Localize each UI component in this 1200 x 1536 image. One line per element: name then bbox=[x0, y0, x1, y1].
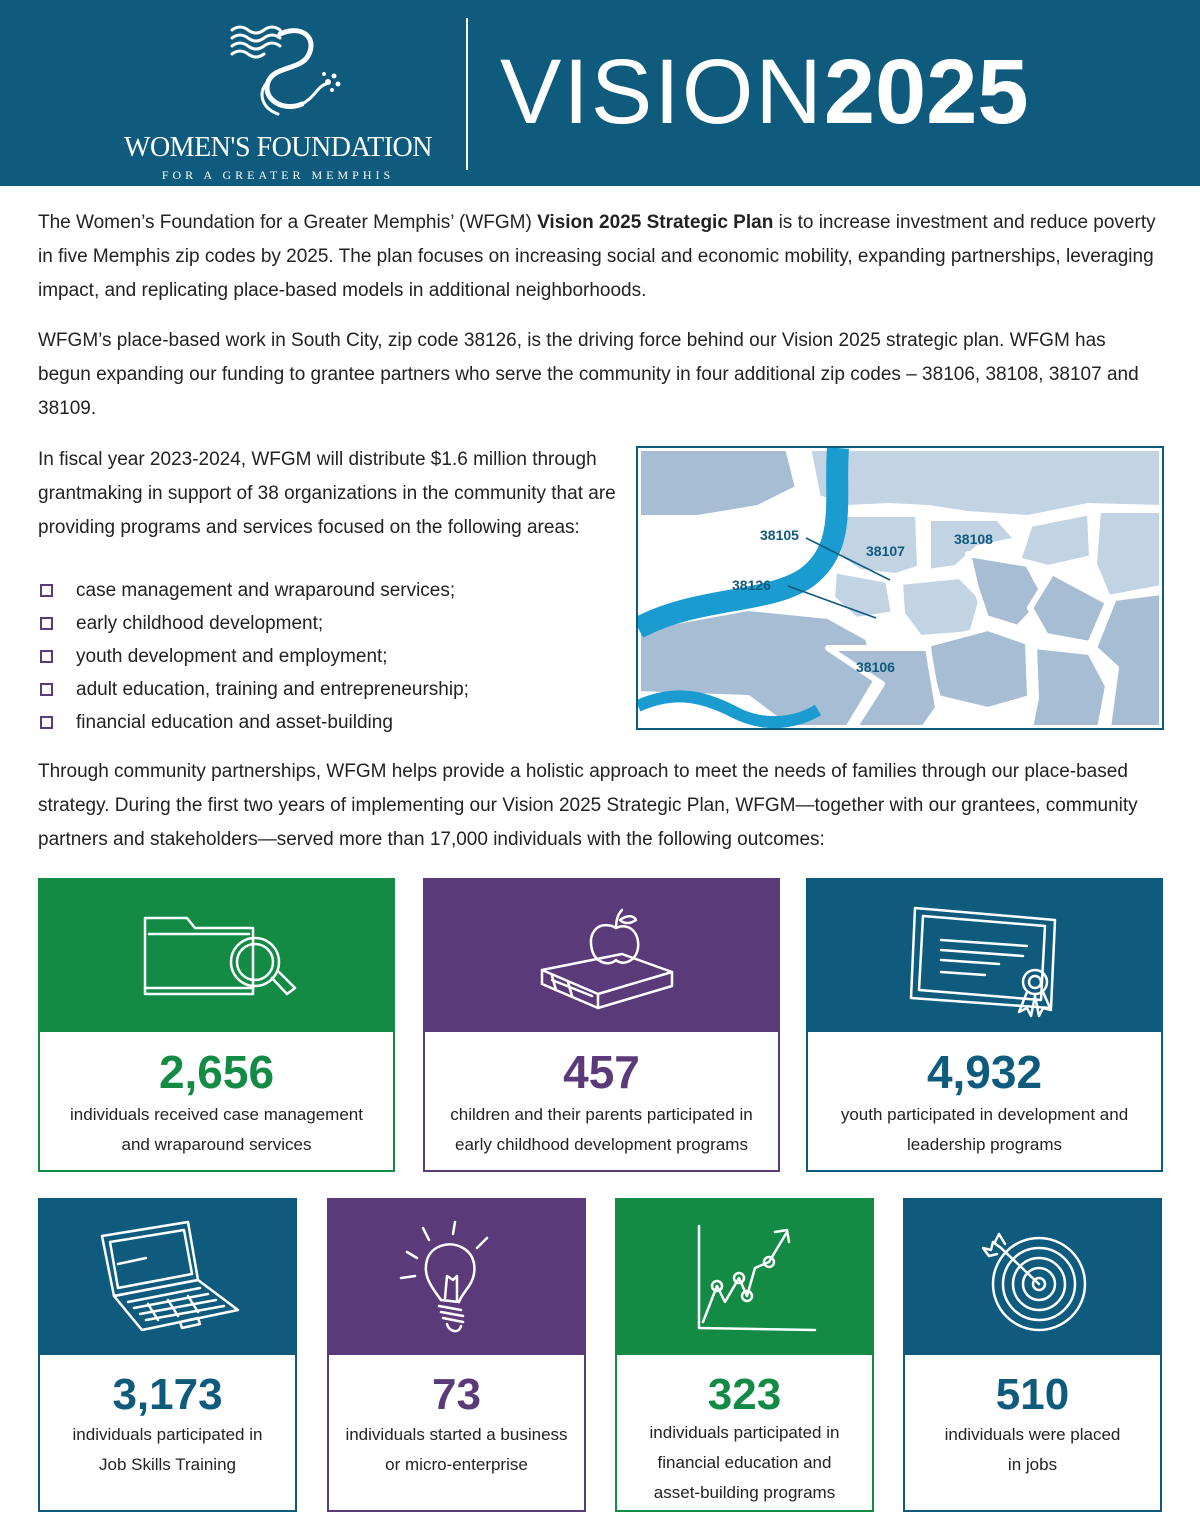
card-header bbox=[617, 1200, 872, 1355]
checkbox-icon bbox=[40, 617, 53, 630]
stat-card-early-childhood bbox=[423, 878, 780, 1172]
card-header bbox=[905, 1200, 1160, 1355]
stat-description: individuals started a business or micro-enterprise bbox=[345, 1425, 568, 1474]
stat-value: 510 bbox=[995, 1370, 1070, 1419]
swan-logo-icon bbox=[228, 20, 348, 130]
stat-card-job-skills bbox=[38, 1198, 297, 1512]
outcomes-paragraph: Through community partnerships, WFGM helps provide a holistic approach to meet the needs of families through our place-based strategy. During the first two years of implementing our Vision 2025 Strategic Plan, WFGM—together with our grantees, community partners and stakeholders—served more than 17,000 individuals with the following outcomes: bbox=[38, 761, 1138, 850]
stat-value: 457 bbox=[563, 1046, 640, 1098]
list-item: case management and wraparound services; bbox=[38, 574, 598, 607]
checkbox-icon bbox=[40, 683, 53, 696]
checkbox-icon bbox=[40, 716, 53, 729]
list-item: early childhood development; bbox=[38, 607, 598, 640]
intro-paragraph-1 bbox=[38, 206, 1162, 308]
stat-description: individuals were placed in jobs bbox=[944, 1425, 1121, 1474]
checkbox-icon bbox=[40, 584, 53, 597]
folder-search-icon bbox=[127, 898, 307, 1018]
list-item: financial education and asset-building bbox=[38, 706, 598, 739]
stat-description: children and their parents participated in early childhood development programs bbox=[450, 1105, 753, 1154]
card-header bbox=[808, 880, 1161, 1032]
stat-value: 4,932 bbox=[926, 1046, 1043, 1098]
title-vision: VISION bbox=[500, 41, 824, 143]
p1-bold: Vision 2025 Strategic Plan bbox=[537, 212, 774, 233]
list-item: adult education, training and entrepreneurship; bbox=[38, 673, 598, 706]
stat-description: individuals participated in Job Skills Training bbox=[72, 1425, 263, 1474]
map-label-38126: 38126 bbox=[732, 577, 771, 593]
p1-after: is to increase investment and reduce poverty in five Memphis zip codes by 2025. The plan focuses on increasing social and economic mobility, expanding partnerships, leveraging impact, and replicating place-based models in additional neighborhoods. bbox=[38, 212, 1156, 301]
stat-card-financial-education bbox=[615, 1198, 874, 1512]
stat-value: 2,656 bbox=[158, 1046, 275, 1098]
p1-before: The Women’s Foundation for a Greater Memphis’ (WFGM) bbox=[38, 212, 538, 233]
page-title bbox=[500, 42, 1029, 142]
stat-value: 3,173 bbox=[112, 1370, 223, 1419]
focus-area-list bbox=[38, 574, 598, 739]
zip-code-map bbox=[636, 446, 1164, 730]
card-header bbox=[40, 1200, 295, 1355]
header-divider bbox=[466, 18, 468, 170]
intro-paragraph-2: WFGM’s place-based work in South City, zip code 38126, is the driving force behind our Vision 2025 strategic plan. WFGM has begun expanding our funding to grantee partners who serve the community in four additional zip codes – 38106, 38108, 38107 and 38109. bbox=[38, 330, 1139, 419]
stat-description: youth participated in development and leadership programs bbox=[840, 1105, 1129, 1154]
foundation-logo bbox=[118, 20, 438, 182]
checkbox-icon bbox=[40, 650, 53, 663]
stat-card-youth-development bbox=[806, 878, 1163, 1172]
map-label-38105: 38105 bbox=[760, 527, 799, 543]
stat-value: 323 bbox=[707, 1370, 782, 1419]
stat-description: individuals received case management and wraparound services bbox=[70, 1105, 363, 1154]
card-header bbox=[425, 880, 778, 1032]
laptop-icon bbox=[88, 1218, 248, 1338]
lightbulb-icon bbox=[377, 1218, 537, 1338]
map-label-38106: 38106 bbox=[856, 659, 895, 675]
stat-card-business bbox=[327, 1198, 586, 1512]
stat-value: 73 bbox=[432, 1370, 481, 1419]
logo-name: WOMEN'S FOUNDATION bbox=[124, 132, 432, 163]
line-chart-icon bbox=[665, 1218, 825, 1342]
intro-paragraph-3: In fiscal year 2023-2024, WFGM will distribute $1.6 million through grantmaking in support of 38 organizations in the community that are providing programs and services focused on the following areas: bbox=[38, 449, 616, 538]
card-header bbox=[40, 880, 393, 1032]
header-banner bbox=[0, 0, 1200, 186]
stat-card-case-management bbox=[38, 878, 395, 1172]
stat-card-job-placement bbox=[903, 1198, 1162, 1512]
target-icon bbox=[953, 1218, 1113, 1338]
card-header bbox=[329, 1200, 584, 1355]
book-apple-icon bbox=[512, 898, 692, 1018]
map-label-38107: 38107 bbox=[866, 543, 905, 559]
list-item: youth development and employment; bbox=[38, 640, 598, 673]
map-label-38108: 38108 bbox=[954, 531, 993, 547]
stat-description: individuals participated in financial education and asset-building programs bbox=[649, 1423, 840, 1502]
certificate-icon bbox=[895, 898, 1075, 1018]
title-year: 2025 bbox=[823, 41, 1029, 143]
logo-subtitle: FOR A GREATER MEMPHIS bbox=[161, 168, 395, 182]
